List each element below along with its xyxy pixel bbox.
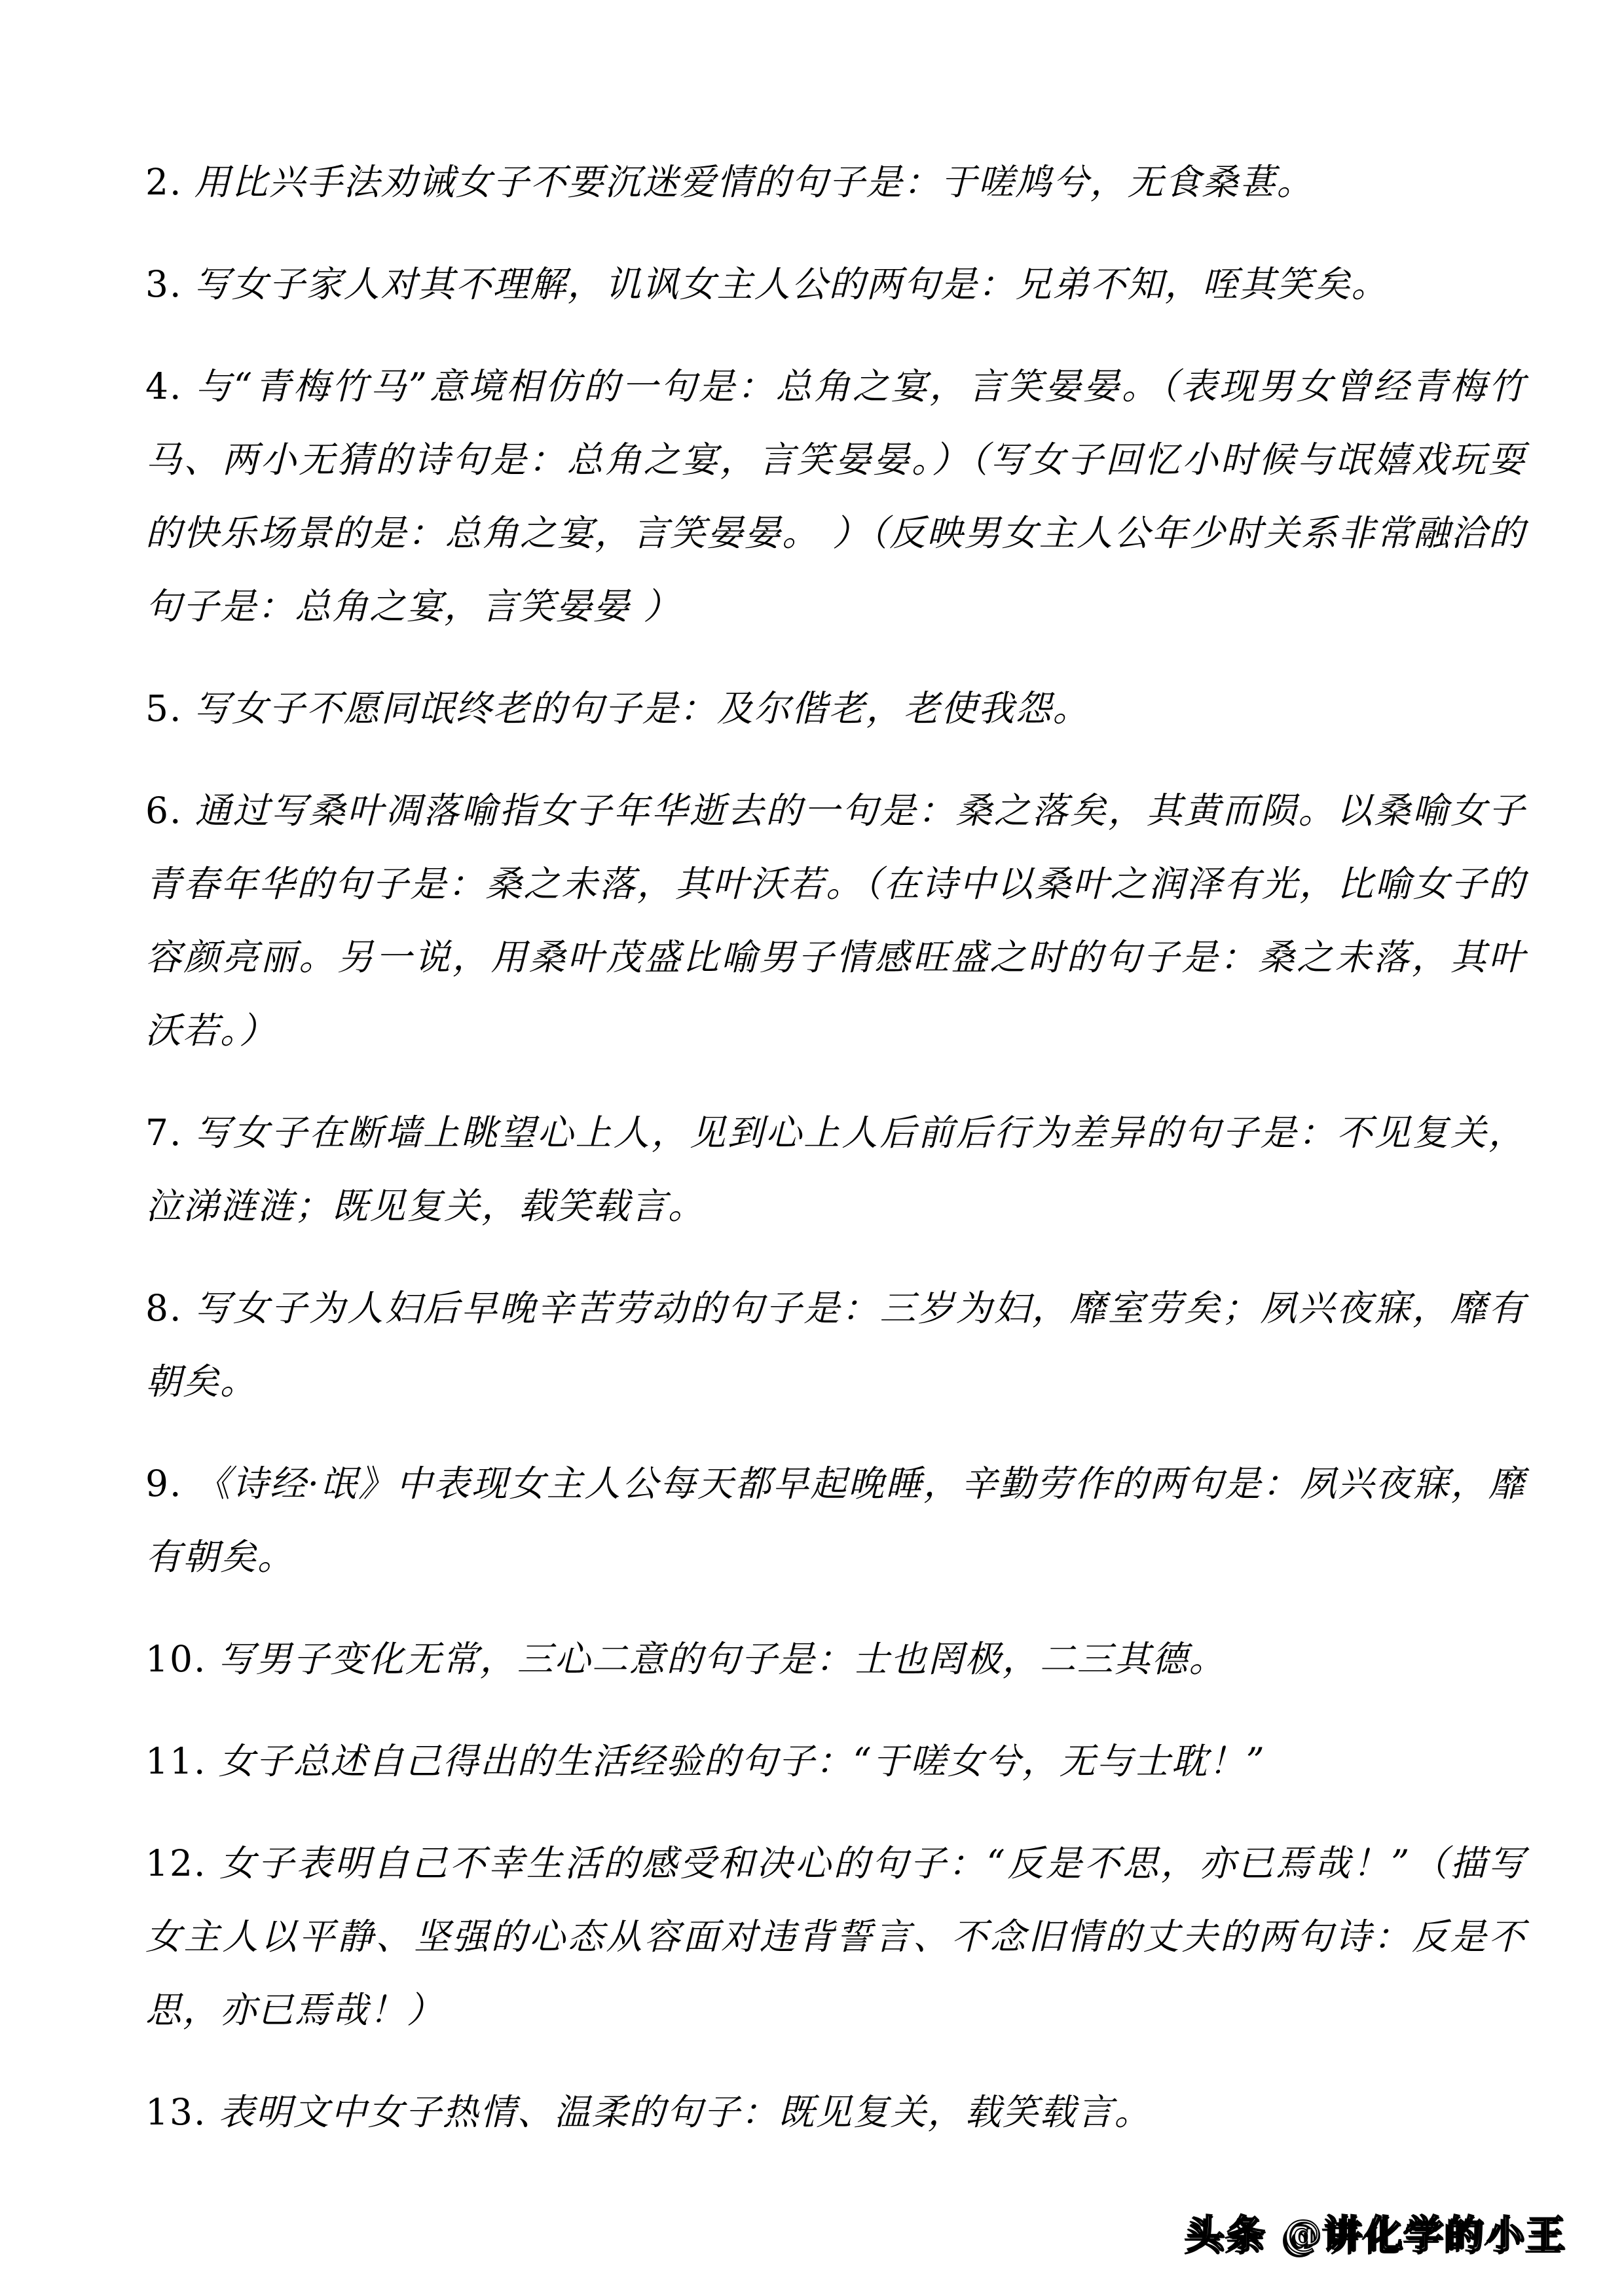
item-text: 写女子家人对其不理解，讥讽女主人公的两句是：兄弟不知，咥其笑矣。	[194, 263, 1389, 305]
list-item	[145, 350, 1526, 643]
list-item	[145, 1827, 1526, 2047]
watermark: 头条 @讲化学的小王	[1187, 2212, 1568, 2256]
list-item	[145, 247, 1526, 321]
item-number: 6.	[145, 790, 183, 831]
item-number: 10.	[145, 1638, 207, 1680]
item-text: 女子表明自己不幸生活的感受和决心的句子：“反是不思，亦已焉哉！”（描写女主人以平静、坚强的心态从容面对违背誓言、不念旧情的丈夫的两句诗：反是不思，亦已焉哉！）	[145, 1842, 1526, 2031]
item-number: 13.	[145, 2091, 207, 2133]
item-text: 用比兴手法劝诫女子不要沉迷爱情的句子是：于嗟鸠兮，无食桑葚。	[194, 161, 1314, 203]
item-text: 写女子为人妇后早晚辛苦劳动的句子是：三岁为妇，靡室劳矣；夙兴夜寐，靡有朝矣。	[145, 1287, 1526, 1402]
qa-list	[145, 145, 1526, 2149]
item-text: 女子总述自己得出的生活经验的句子：“于嗟女兮，无与士耽！”	[218, 1740, 1266, 1782]
list-item	[145, 145, 1526, 219]
list-item	[145, 1447, 1526, 1594]
item-number: 5.	[145, 687, 183, 729]
list-item	[145, 1622, 1526, 1696]
item-number: 7.	[145, 1112, 183, 1154]
item-number: 11.	[145, 1740, 207, 1782]
item-number: 3.	[145, 263, 183, 305]
item-number: 12.	[145, 1842, 207, 1884]
list-item	[145, 774, 1526, 1067]
item-number: 8.	[145, 1287, 183, 1329]
item-text: 写男子变化无常，三心二意的句子是：士也罔极，二三其德。	[218, 1638, 1227, 1680]
list-item	[145, 672, 1526, 745]
item-text: 表明文中女子热情、温柔的句子：既见复关，载笑载言。	[218, 2091, 1152, 2133]
item-number: 4.	[145, 365, 183, 407]
list-item	[145, 1724, 1526, 1798]
list-item	[145, 1271, 1526, 1418]
list-item	[145, 2075, 1526, 2149]
list-item	[145, 1096, 1526, 1243]
item-number: 9.	[145, 1463, 183, 1504]
item-number: 2.	[145, 161, 183, 203]
item-text: 写女子在断墙上眺望心上人，见到心上人后前后行为差异的句子是：不见复关，泣涕涟涟；既见复关，载笑载言。	[145, 1112, 1526, 1227]
item-text: 《诗经·氓》中表现女主人公每天都早起晚睡，辛勤劳作的两句是：夙兴夜寐，靡有朝矣。	[145, 1463, 1526, 1578]
item-text: 与“青梅竹马”意境相仿的一句是：总角之宴，言笑晏晏。（表现男女曾经青梅竹马、两小无猜的诗句是：总角之宴，言笑晏晏。）（写女子回忆小时候与氓嬉戏玩耍的快乐场景的是：总角之宴，言笑晏晏。 ）（反映男女主人公年少时关系非常融洽的句子是：总角之宴，言笑晏晏 ）	[145, 365, 1526, 627]
item-text: 通过写桑叶凋落喻指女子年华逝去的一句是：桑之落矣，其黄而陨。以桑喻女子青春年华的句子是：桑之未落，其叶沃若。（在诗中以桑叶之润泽有光，比喻女子的容颜亮丽。另一说，用桑叶茂盛比喻男子情感旺盛之时的句子是：桑之未落，其叶沃若。）	[145, 790, 1526, 1051]
item-text: 写女子不愿同氓终老的句子是：及尔偕老，老使我怨。	[194, 687, 1090, 729]
